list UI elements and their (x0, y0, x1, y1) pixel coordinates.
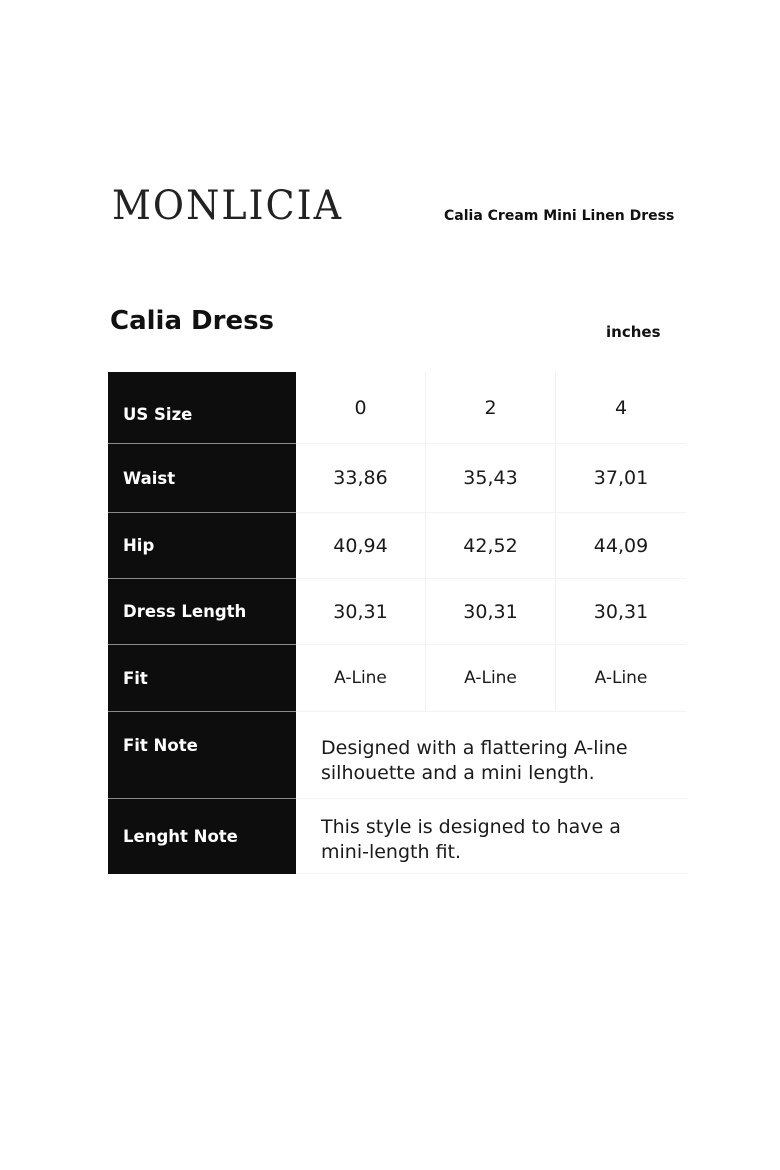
row-label: US Size (108, 372, 296, 444)
value-cell: 30,31 (426, 579, 556, 645)
brand-logo: MONLICIA (112, 182, 344, 229)
row-label: Waist (108, 444, 296, 513)
size-cell: 0 (296, 372, 426, 444)
product-name: Calia Cream Mini Linen Dress (444, 208, 675, 224)
hip-row (108, 513, 688, 579)
value-cell: A-Line (556, 645, 686, 712)
size-cell: 4 (556, 372, 686, 444)
row-label: Fit (108, 645, 296, 712)
value-cell: 30,31 (556, 579, 686, 645)
row-label: Hip (108, 513, 296, 579)
fit-row (108, 645, 688, 712)
note-text: This style is designed to have a mini-length fit. (296, 799, 688, 874)
length-note-row (108, 799, 688, 874)
note-text: Designed with a flattering A-line silhouette and a mini length. (296, 712, 688, 799)
value-cell: A-Line (296, 645, 426, 712)
value-cell: 37,01 (556, 444, 686, 513)
chart-title: Calia Dress (110, 306, 275, 336)
fit-note-row (108, 712, 688, 799)
unit-label: inches (606, 323, 661, 341)
value-cell: A-Line (426, 645, 556, 712)
value-cell: 35,43 (426, 444, 556, 513)
size-row (108, 372, 688, 444)
value-cell: 30,31 (296, 579, 426, 645)
value-cell: 33,86 (296, 444, 426, 513)
waist-row (108, 444, 688, 513)
value-cell: 42,52 (426, 513, 556, 579)
dress-length-row (108, 579, 688, 645)
value-cell: 40,94 (296, 513, 426, 579)
row-label: Dress Length (108, 579, 296, 645)
size-chart-table (108, 372, 688, 874)
value-cell: 44,09 (556, 513, 686, 579)
size-cell: 2 (426, 372, 556, 444)
row-label: Fit Note (108, 712, 296, 799)
row-label: Lenght Note (108, 799, 296, 874)
